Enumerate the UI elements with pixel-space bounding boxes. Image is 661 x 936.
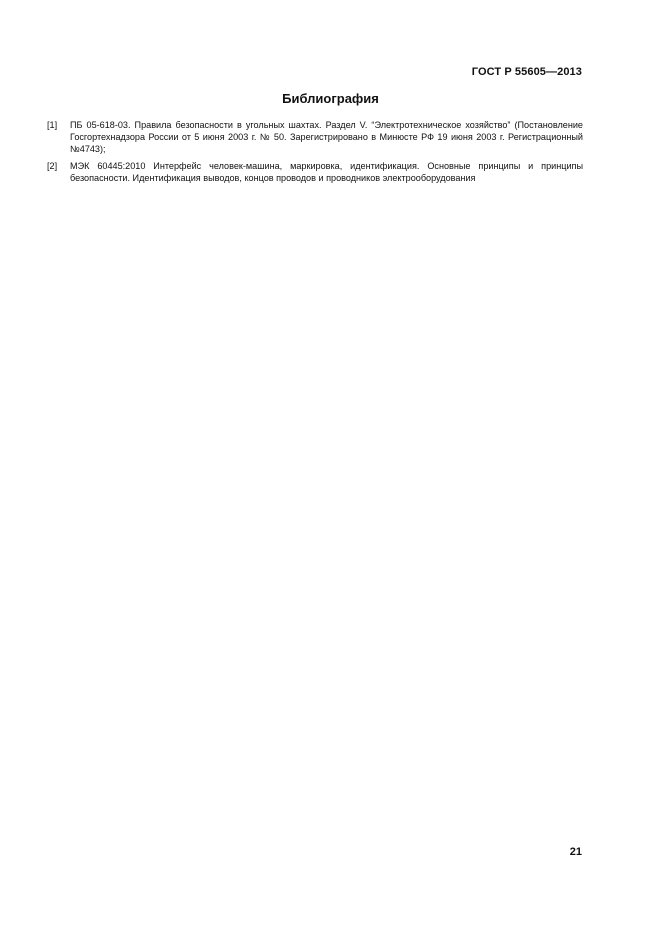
document-code: ГОСТ Р 55605—2013 — [471, 66, 582, 78]
bibliography-entry — [47, 119, 583, 155]
entry-text: МЭК 60445:2010 Интерфейс человек-машина, маркировка, идентификация. Основные принципы и принципы безопасности. Идентификация выводов, концов проводов и проводников электрооборудования — [70, 161, 583, 183]
entry-number: [1] — [47, 120, 58, 130]
section-title: Библиография — [282, 91, 379, 106]
entry-number: [2] — [47, 161, 58, 171]
bibliography-list — [47, 119, 583, 189]
entry-text: ПБ 05-618-03. Правила безопасности в угольных шахтах. Раздел V. “Электротехническое хозяйство” (Постановление Госгортехнадзора России от 5 июня 2003 г. № 50. Зарегистрировано в Минюсте РФ 19 июня 2003 г. Регистрационный №4743); — [70, 120, 583, 154]
page-number: 21 — [569, 846, 582, 858]
bibliography-entry — [47, 160, 583, 184]
